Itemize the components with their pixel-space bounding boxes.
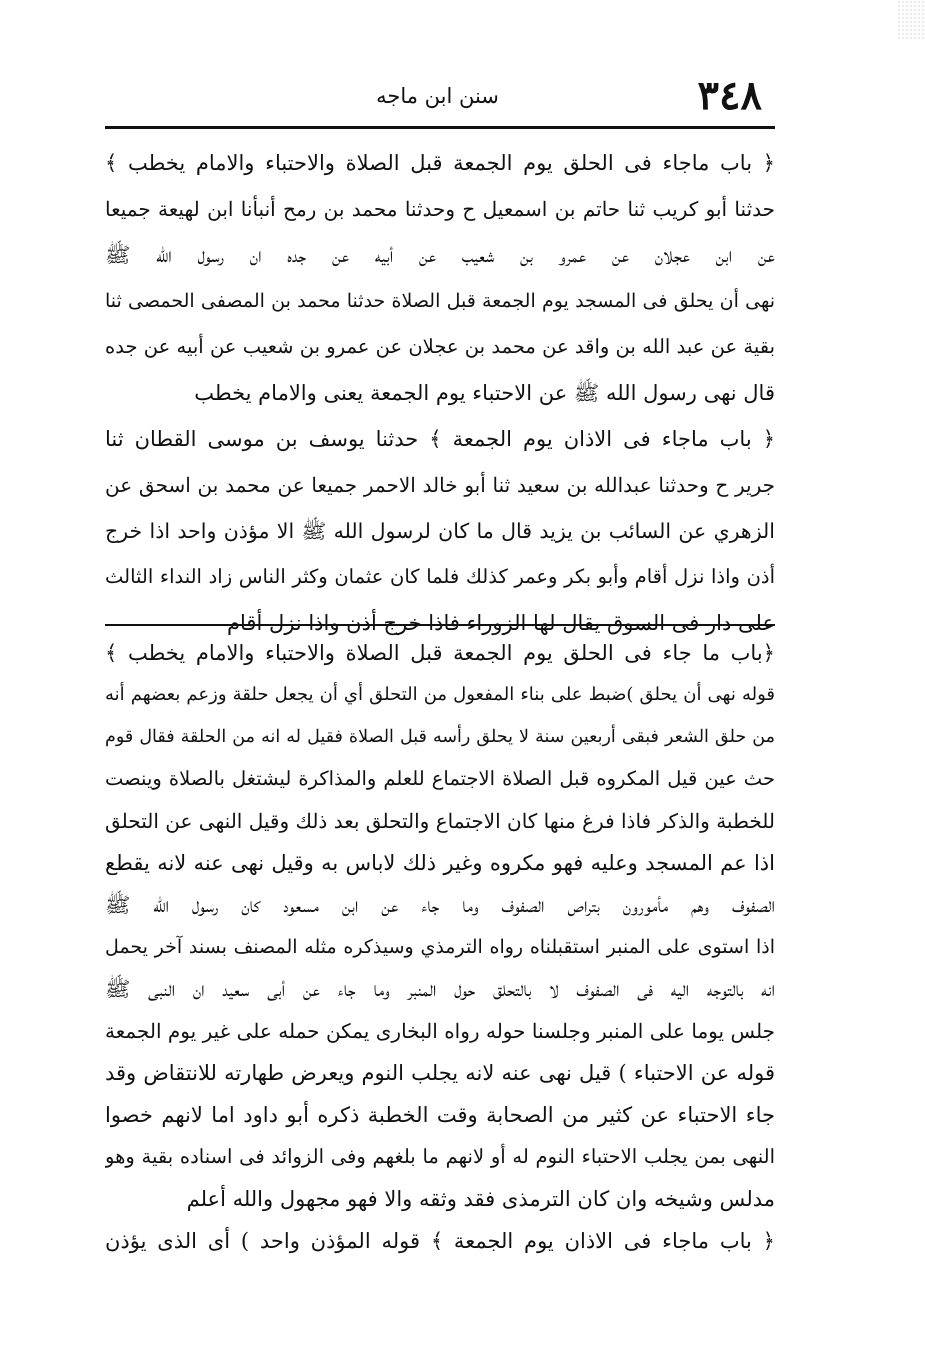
note-line: من حلق الشعر فبقى أربعين سنة لا يحلق رأسه قبل الصلاة فقيل له انه من الحلقة فقال قوم — [105, 727, 775, 747]
note-line: قوله عن الاحتباء ) قيل نهى عنه لانه يجلب النوم ويعرض طهارته للانتقاض وقد — [105, 1061, 775, 1085]
note-line: ﴿ باب ماجاء فى الاذان يوم الجمعة ﴾ قوله المؤذن واحد ) أى الذى يؤذن — [105, 1229, 775, 1253]
note-line: جاء الاحتباء عن كثير من الصحابة وقت الخطبة ذكره أبو داود اما لانهم خصوا — [105, 1103, 775, 1127]
header-rule — [105, 126, 775, 129]
text-line: ﴿ باب ماجاء فى الحلق يوم الجمعة قبل الصلاة والاحتباء والامام يخطب ﴾ — [105, 151, 775, 175]
text-line: حدثنا أبو كريب ثنا حاتم بن اسمعيل ح وحدثنا محمد بن رمح أنبأنا ابن لهيعة جميعا — [105, 197, 775, 221]
text-line: الزهري عن السائب بن يزيد قال ما كان لرسول الله ﷺ الا مؤذن واحد اذا خرج — [105, 519, 775, 543]
note-line: حث عين قيل المكروه قبل الصلاة الاجتماع للعلم والمذاكرة ليشتغل بالصلاة وينصت — [105, 767, 775, 790]
scan-noise — [897, 0, 925, 40]
commentary — [105, 632, 775, 1262]
text-line: قال نهى رسول الله ﷺ عن الاحتباء يوم الجمعة يعنى والامام يخطب — [194, 381, 775, 405]
commentary-separator-rule — [105, 624, 775, 626]
text-line: على دار فى السوق يقال لها الزوراء فاذا خرج أذن واذا نزل أقام — [227, 611, 775, 635]
note-line: النهى بمن يجلب الاحتباء النوم له أو لانهم ما بلغهم وفى الزوائد فى اسناده بقية وهو — [105, 1145, 775, 1168]
page-number: ٣٤٨ — [697, 72, 762, 119]
text-line: عن ابن عجلان عن عمرو بن شعيب عن أبيه عن جده ان رسول الله ﷺ — [105, 243, 775, 267]
note-line: ﴿باب ما جاء فى الحلق يوم الجمعة قبل الصلاة والاحتباء والامام يخطب ﴾ — [105, 641, 775, 665]
running-title: سنن ابن ماجه — [376, 84, 499, 108]
note-line: اذا عم المسجد وعليه فهو مكروه وغير ذلك لاباس به وقيل نهى عنه لانه يقطع — [105, 851, 775, 875]
note-line: انه بالتوجه اليه فى الصفوف لا بالتحلق حول المنبر وما جاء عن أبى سعيد ان النبى ﷺ — [105, 977, 775, 1001]
note-line: جلس يوما على المنبر وجلسنا حوله رواه البخارى يمكن حمله على غير يوم الجمعة — [105, 1019, 775, 1043]
note-line: مدلس وشيخه وان كان الترمذى فقد وثقه والا فهو مجهول والله أعلم — [186, 1187, 775, 1211]
page-header — [105, 72, 770, 122]
note-line: للخطبة والذكر فاذا فرغ منها كان الاجتماع والتحلق بعد ذلك وقيل النهى عن التحلق — [105, 809, 775, 833]
note-line: قوله نهى أن يحلق )ضبط على بناء المفعول من التحلق أي أن يجعل حلقة وزعم بعضهم أنه — [105, 684, 775, 705]
main-text — [105, 140, 775, 646]
text-line: أذن واذا نزل أقام وأبو بكر وعمر كذلك فلما كان عثمان وكثر الناس زاد النداء الثالث — [105, 565, 775, 588]
text-line: ﴿ باب ماجاء فى الاذان يوم الجمعة ﴾ حدثنا يوسف بن موسى القطان ثنا — [105, 427, 775, 451]
text-line: جرير ح وحدثنا عبدالله بن سعيد ثنا أبو خالد الاحمر جميعا عن محمد بن اسحق عن — [105, 473, 775, 497]
note-line: اذا استوى على المنبر استقبلناه رواه الترمذي وسيذكره مثله المصنف بسند آخر يحمل — [105, 936, 775, 958]
text-line: بقية عن عبد الله بن واقد عن محمد بن عجلان عن عمرو بن شعيب عن أبيه عن جده — [105, 335, 775, 358]
note-line: الصفوف وهم مأمورون بتراص الصفوف وما جاء عن ابن مسعود كان رسول الله ﷺ — [105, 893, 775, 917]
text-line: نهى أن يحلق فى المسجد يوم الجمعة قبل الصلاة حدثنا محمد بن المصفى الحمصى ثنا — [105, 290, 775, 312]
